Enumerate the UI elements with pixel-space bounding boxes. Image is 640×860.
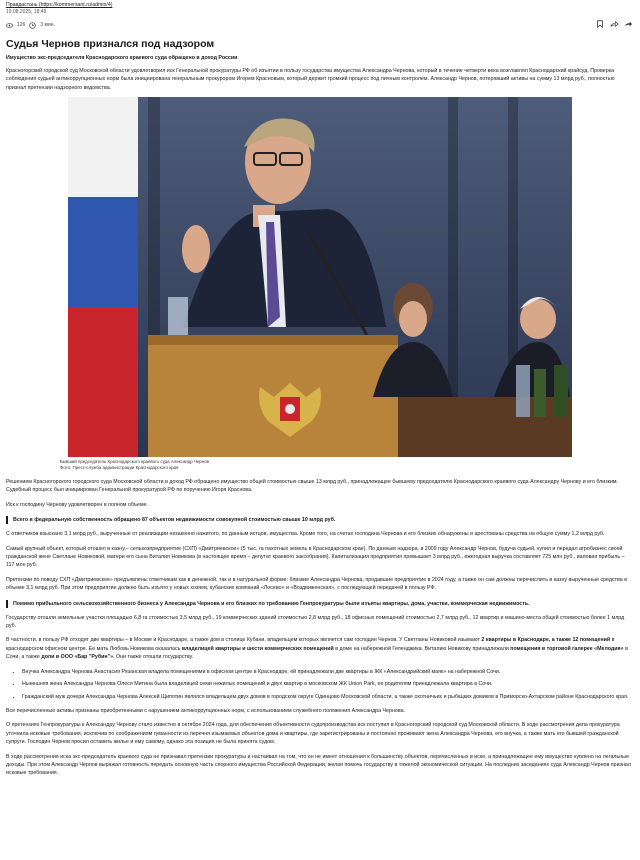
text-run: В частности, в пользу РФ отходят две квартиры – в Москве и Краснодаре, а также дом в столице Кубани, владельцем которых является сам господин Чернов. У Светланы Новиковой изымают xyxy=(6,637,482,644)
eye-icon xyxy=(6,22,13,29)
article-lead: Имущество экс-председателя Краснодарского краевого суда обращено в доход России xyxy=(6,55,238,61)
publish-date: 19.08.2025, 18:49 xyxy=(6,9,47,15)
text-run: в краснодарском офисном центре. Ее мать Любовь Новикова оказалась xyxy=(6,637,615,652)
text-run-bold: 2 квартиры в Краснодаре, а также 12 помещений xyxy=(481,637,611,644)
list-item: • Гражданский муж дочери Александра Чернова Алексей Щипотин являлся владельцем двух домов в городском округе Одинцово Московской области, а также охотничьих и рыбацких домиков в Приморско-Ахтарском районе Краснодарского края. xyxy=(22,693,632,701)
paragraph: С ответчиков взыскано 3,1 млрд руб., вырученные от реализации незаконно нажитого, по данным истцов, имущества. Кроме того, на счетах господина Чернова и его близких обнаружены и арестованы средства на общую сумму 1,2 млрд руб. xyxy=(6,531,605,538)
source-link[interactable]: Правдастань (https://kommersant.ru/admin/4) xyxy=(6,2,113,8)
text-run-bold: владелицей квартиры и шести коммерческих помещений xyxy=(181,645,334,652)
paragraph: Все перечисленные активы признаны приобретенными с нарушением антикоррупционных норм, с использованием служебного положения Александра Чернова. xyxy=(6,707,405,714)
article-body xyxy=(6,478,632,778)
clock-icon xyxy=(29,22,36,29)
highlight-quote: Всего в федеральную собственность обращено 87 объектов недвижимости совокупной стоимостью свыше 10 млрд руб. xyxy=(6,516,632,524)
paragraph: О претензиях Генпрокуратуры к Александру Чернову стало известно в октябре 2024 года, для обеспечения объективности судопроизводства иск поступил в Красногорский городской суд Московской области. В ходе рассмотрения дела прокуратура уточнила исковые требования, исключив по соображениям гуманности из перечня изымаемых объектов дома и квартиры, где зарегистрированы и постоянно проживают жена Александра Чернова, его внучка, а также мать его бывшей гражданской супруги. Господин Чернов просил оставить жилье и ему самому, однако эта позиция не была принята судом. xyxy=(6,722,620,746)
paragraph: В ходе рассмотрения иска экс-председатель краевого суда не признавал претензии прокуратуры и настаивал на том, что он не имеет отношения к большинству объектов, перечисленных в иске, а принадлежащее ему имущество куплено на легальные доходы. При этом Александр Чернов выражал готовность передать основную часть спорного имущества Российской Федерации, желая помочь государству в тяжелой экономической ситуации. На последних заседаниях суда Александр Чернов признал исковые требования. xyxy=(6,753,631,777)
highlight-quote: Помимо прибыльного сельскохозяйственного бизнеса у Александра Чернова и его близких по требованию Генпрокуратуры были изъяты квартиры, дома, участки, коммерческая недвижимость. xyxy=(6,600,632,608)
paragraph xyxy=(6,636,632,661)
text-run: в Сочи, а также xyxy=(6,645,628,661)
paragraph: Решением Красногорского городского суда Московской области в доход РФ обращено имущество общей стоимостью свыше 13 млрд руб., принадлежащее бывшему председателю Краснодарского краевого суда Александру Чернову и его близким. Судебный процесс был инициирован Генеральной прокуратурой РФ по поручению Игоря Краснова. xyxy=(6,479,619,494)
text-run-bold: доли в ООО «Бар "Рубин"» xyxy=(41,654,114,661)
text-run-bold: помещения в торговой галерее «Мелодия» xyxy=(510,645,624,652)
paragraph: Претензии по поводу СХП «Дмитриевское» предъявлены ответчикам как в денежной, так и в натуральной форме: близкие Александра Чернова, продавшие предприятие в 2024 году, а также он сам должны перечислить в казну вырученные средства в объеме 3,1 млрд руб. При этом предприятие должно быть изъято у новых хозяев, кубанских компаний «Лосево» и «Воздвиженская», с последующей передачей в пользу РФ. xyxy=(6,576,628,592)
article-title: Судья Чернов признался под надзором xyxy=(6,38,215,50)
list-item: • Внучка Александра Чернова Анастасия Рязанская владела помещениями в офисном центре в Краснодаре, ей принадлежали две квартиры в ЖК «Александрийский маяк» на набережной Сочи. xyxy=(22,668,632,676)
bookmark-icon[interactable] xyxy=(596,20,604,28)
views-count: 126 xyxy=(17,22,26,28)
photo-caption: Бывший председатель Краснодарского краевого суда Александр Чернов xyxy=(60,459,209,464)
article-photo xyxy=(68,97,572,457)
paragraph: Самый крупный объект, который отошел в казну,– сельхозпредприятие (СХП) «Дмитриевское» (5 тыс. га пахотных земель в Краснодарском крае). По данным надзора, в 2009 году Александр Чернов, будучи судьей, купил и передал агробизнес своей гражданской жене Светлане Новиковой, матери его сына Виталия Новикова (в настоящее время – депутат краевого заксобрания). Капитализация предприятия превышает 3 млрд руб., ежегодная выручка составляет 725 млн руб., валовая прибыль – 117 млн руб. xyxy=(6,545,625,569)
paragraph: Иск к господину Чернову удовлетворен в полном объеме. xyxy=(6,501,149,508)
forward-icon[interactable] xyxy=(624,20,632,28)
article-intro: Красногорский городской суд Московской области удовлетворил иск Генеральной прокуратуры РФ об изъятии в пользу государства имущества Александра Чернова, который в течение четверти века возглавлял Краснодарский крайсуд. Проверка соблюдения судьей антикоррупционных норм была инициирована генеральным прокурором Игорем Красновым, который держит громкий процесс под личным контролем. Александр Чернов, потерявший активы на сумму 13 млрд руб., полностью признал претензии надзорного ведомства. xyxy=(6,68,615,91)
share-icon[interactable] xyxy=(610,20,618,28)
read-time: 3 мин. xyxy=(40,22,55,28)
list-item: • Нынешняя жена Александра Чернова Олеся Митина была владелицей семи нежилых помещений и двух квартир в московском ЖК Union Park, ее родителям принадлежала квартира в Сочи. xyxy=(22,680,632,688)
text-run: . Они также отошли государству. xyxy=(113,654,194,661)
text-run: в доме на набережной Геленджика. Виталию Новикову принадлежали xyxy=(333,645,511,652)
paragraph: Государству отошли земельные участки площадью 6,8 га стоимостью 3,5 млрд руб., 19 коммерческих зданий стоимостью 2,8 млрд руб., 18 офисных помещений стоимостью 2,7 млрд руб., 12 квартир и машино-места общей стоимостью более 1 млрд руб. xyxy=(6,614,625,630)
photo-credit: Фото: Пресс-служба администрации Краснодарского края xyxy=(60,465,179,470)
bullet-list xyxy=(6,668,632,701)
